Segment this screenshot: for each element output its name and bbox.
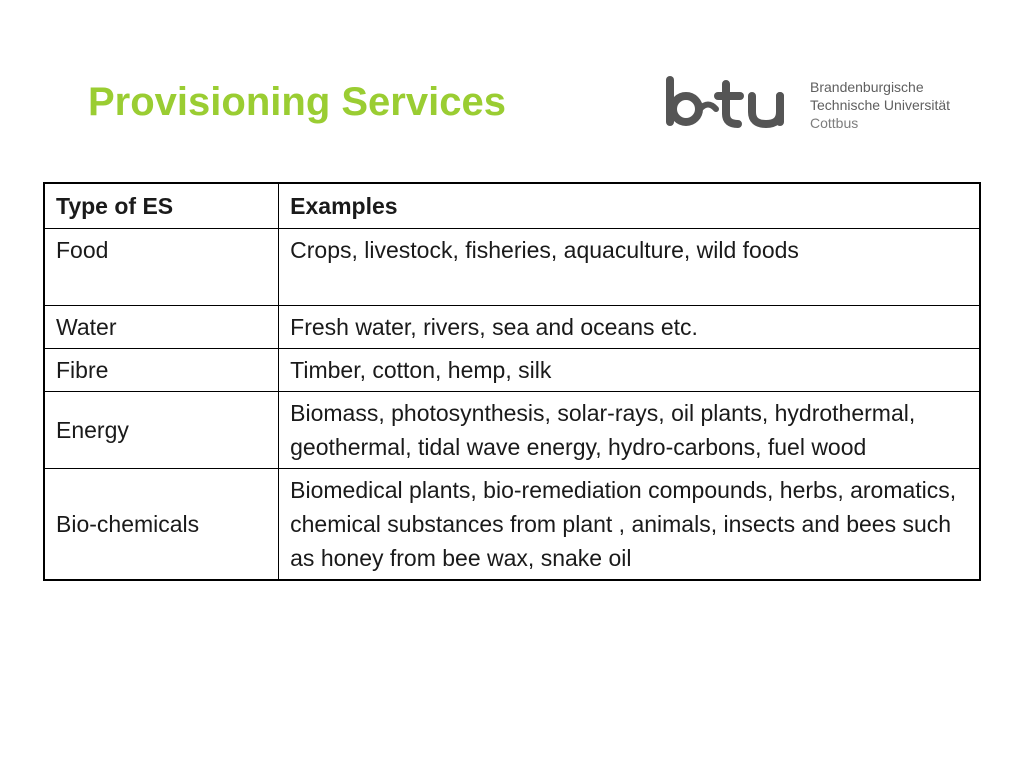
- type-cell: Water: [44, 306, 279, 349]
- examples-cell: Biomedical plants, bio-remediation compounds, herbs, aromatics, chemical substances from plant , animals, insects and bees such as honey from bee wax, snake oil: [279, 469, 980, 581]
- examples-cell: Crops, livestock, fisheries, aquaculture, wild foods: [279, 229, 980, 306]
- btu-logo-mark: [664, 76, 794, 132]
- table-row: [44, 349, 980, 392]
- type-cell: Fibre: [44, 349, 279, 392]
- provisioning-services-table: [43, 182, 981, 581]
- examples-cell: Biomass, photosynthesis, solar-rays, oil plants, hydrothermal, geothermal, tidal wave energy, hydro-carbons, fuel wood: [279, 392, 980, 469]
- table-header-row: [44, 183, 980, 229]
- type-cell: Bio-chemicals: [44, 469, 279, 581]
- table-row: [44, 229, 980, 306]
- examples-cell: Fresh water, rivers, sea and oceans etc.: [279, 306, 980, 349]
- logo-line-2: Technische Universität: [810, 97, 951, 113]
- table-row: [44, 469, 980, 581]
- table-row: [44, 392, 980, 469]
- table-row: [44, 306, 980, 349]
- type-cell: Food: [44, 229, 279, 306]
- btu-logo-text: [810, 78, 950, 132]
- column-header-examples: Examples: [279, 183, 980, 229]
- column-header-type: Type of ES: [44, 183, 279, 229]
- logo-line-1: Brandenburgische: [810, 79, 924, 95]
- slide-title: Provisioning Services: [88, 80, 506, 124]
- type-cell: Energy: [44, 392, 279, 469]
- examples-cell: Timber, cotton, hemp, silk: [279, 349, 980, 392]
- btu-logo: [664, 76, 984, 132]
- logo-line-3: Cottbus: [810, 115, 859, 131]
